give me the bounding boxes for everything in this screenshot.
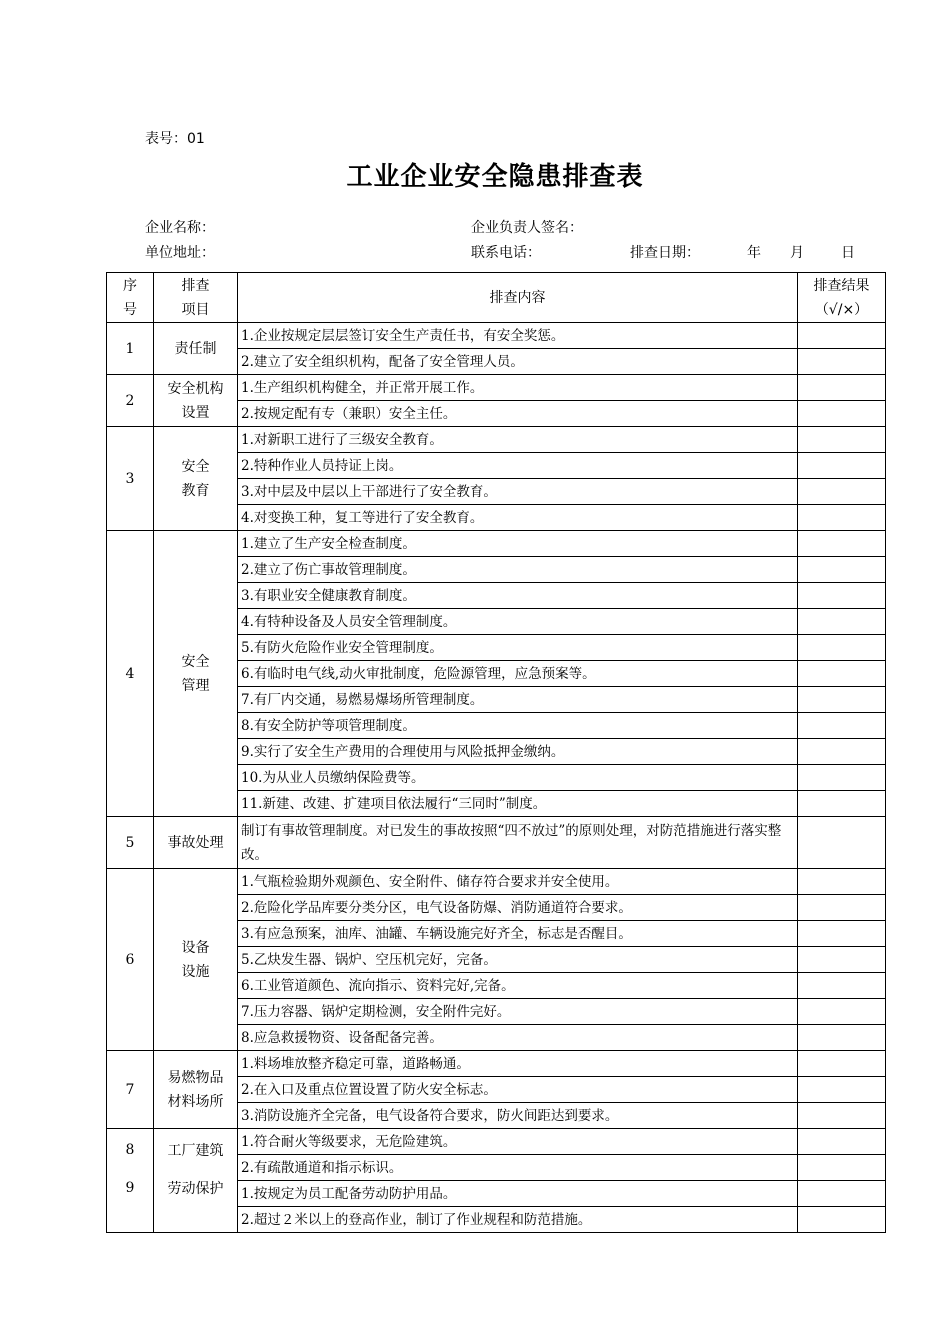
result-cell[interactable] — [798, 427, 886, 453]
responsible-sign-label: 企业负责人签名： — [471, 220, 583, 236]
check-item: 1.对新职工进行了三级安全教育。 — [238, 427, 798, 453]
check-item: 3.对中层及中层以上干部进行了安全教育。 — [238, 479, 798, 505]
category-label: 教育 — [181, 482, 210, 499]
category-label: 设备 — [181, 939, 210, 956]
category-cell — [154, 375, 238, 427]
result-cell[interactable] — [798, 349, 886, 375]
check-item: 7.压力容器、锅炉定期检测，安全附件完好。 — [238, 999, 798, 1025]
result-cell[interactable] — [798, 1181, 886, 1207]
check-item: 3.消防设施齐全完备，电气设备符合要求，防火间距达到要求。 — [238, 1103, 798, 1129]
category-label: 事故处理 — [167, 834, 224, 851]
check-item: 8.有安全防护等项管理制度。 — [238, 713, 798, 739]
check-item: 2.按规定配有专（兼职）安全主任。 — [238, 401, 798, 427]
result-cell[interactable] — [798, 973, 886, 999]
check-item: 1.气瓶检验期外观颜色、安全附件、储存符合要求并安全使用。 — [238, 869, 798, 895]
result-cell[interactable] — [798, 999, 886, 1025]
date-year-label: 年 — [747, 245, 761, 261]
result-cell[interactable] — [798, 635, 886, 661]
category-label: 设施 — [181, 963, 210, 980]
table-row — [107, 1129, 886, 1155]
result-cell[interactable] — [798, 583, 886, 609]
table-row — [107, 531, 886, 557]
check-item: 1.企业按规定层层签订安全生产责任书，有安全奖惩。 — [238, 323, 798, 349]
category-cell — [154, 427, 238, 531]
result-cell[interactable] — [798, 765, 886, 791]
header-no: 序 号 — [107, 273, 154, 323]
category-cell — [154, 869, 238, 1051]
result-cell[interactable] — [798, 557, 886, 583]
result-cell[interactable] — [798, 479, 886, 505]
result-cell[interactable] — [798, 687, 886, 713]
result-cell[interactable] — [798, 661, 886, 687]
result-cell[interactable] — [798, 375, 886, 401]
row-number-cell — [107, 1129, 154, 1233]
result-cell[interactable] — [798, 609, 886, 635]
header-category: 排查 项目 — [154, 273, 238, 323]
category-label: 劳动保护 — [167, 1181, 224, 1197]
check-item: 6.工业管道颜色、流向指示、资料完好,完备。 — [238, 973, 798, 999]
check-item: 2.危险化学品库要分类分区，电气设备防爆、消防通道符合要求。 — [238, 895, 798, 921]
check-item: 3.有职业安全健康教育制度。 — [238, 583, 798, 609]
page-title: 工业企业安全隐患排查表 — [346, 162, 644, 192]
table-row — [107, 323, 886, 349]
row-number-cell: 3 — [107, 427, 154, 531]
result-cell[interactable] — [798, 1025, 886, 1051]
check-date-label: 排查日期： — [630, 245, 700, 261]
check-item: 1.符合耐火等级要求，无危险建筑。 — [238, 1129, 798, 1155]
row-number-cell: 7 — [107, 1051, 154, 1129]
table-row — [107, 1051, 886, 1077]
check-item: 1.料场堆放整齐稳定可靠，道路畅通。 — [238, 1051, 798, 1077]
row-number-cell: 1 — [107, 323, 154, 375]
table-row — [107, 375, 886, 401]
check-item: 3.有应急预案，油库、油罐、车辆设施完好齐全，标志是否醒目。 — [238, 921, 798, 947]
result-cell[interactable] — [798, 1129, 886, 1155]
category-label: 材料场所 — [167, 1093, 224, 1110]
category-label: 责任制 — [174, 340, 217, 357]
check-item: 5.乙炔发生器、锅炉、空压机完好，完备。 — [238, 947, 798, 973]
category-cell — [154, 531, 238, 817]
row-number-cell: 5 — [107, 817, 154, 869]
table-header-row — [107, 273, 886, 323]
check-item: 8.应急救援物资、设备配备完善。 — [238, 1025, 798, 1051]
form-number: 表号：01 — [145, 131, 205, 147]
date-day-label: 日 — [841, 245, 855, 261]
check-item: 4.有特种设备及人员安全管理制度。 — [238, 609, 798, 635]
row-number-cell: 6 — [107, 869, 154, 1051]
result-cell[interactable] — [798, 947, 886, 973]
result-cell[interactable] — [798, 453, 886, 479]
inspection-table — [106, 272, 886, 1233]
check-item: 2.超过２米以上的登高作业，制订了作业规程和防范措施。 — [238, 1207, 798, 1233]
check-item: 制订有事故管理制度。对已发生的事故按照“四不放过”的原则处理，对防范措施进行落实整改。 — [238, 817, 798, 869]
address-label: 单位地址： — [145, 245, 215, 261]
row-number-cell: 4 — [107, 531, 154, 817]
check-item: 9.实行了安全生产费用的合理使用与风险抵押金缴纳。 — [238, 739, 798, 765]
check-item: 11.新建、改建、扩建项目依法履行“三同时”制度。 — [238, 791, 798, 817]
result-cell[interactable] — [798, 531, 886, 557]
header-content: 排查内容 — [238, 273, 798, 323]
result-cell[interactable] — [798, 1077, 886, 1103]
check-item: 2.建立了安全组织机构，配备了安全管理人员。 — [238, 349, 798, 375]
table-row — [107, 869, 886, 895]
date-month-label: 月 — [790, 245, 804, 261]
check-item: 2.在入口及重点位置设置了防火安全标志。 — [238, 1077, 798, 1103]
table-row — [107, 817, 886, 869]
result-cell[interactable] — [798, 869, 886, 895]
company-name-label: 企业名称： — [145, 220, 215, 236]
category-label: 易燃物品 — [167, 1069, 224, 1086]
category-label: 工厂建筑 — [167, 1143, 224, 1159]
category-label: 安全 — [181, 458, 210, 475]
check-item: 5.有防火危险作业安全管理制度。 — [238, 635, 798, 661]
row-number-cell: 2 — [107, 375, 154, 427]
check-item: 1.按规定为员工配备劳动防护用品。 — [238, 1181, 798, 1207]
check-item: 6.有临时电气线,动火审批制度，危险源管理，应急预案等。 — [238, 661, 798, 687]
check-item: 2.特种作业人员持证上岗。 — [238, 453, 798, 479]
result-cell[interactable] — [798, 817, 886, 869]
category-cell — [154, 817, 238, 869]
result-cell[interactable] — [798, 505, 886, 531]
category-label: 安全机构 — [167, 380, 224, 397]
category-cell — [154, 323, 238, 375]
result-cell[interactable] — [798, 713, 886, 739]
category-cell — [154, 1051, 238, 1129]
check-item: 4.对变换工种，复工等进行了安全教育。 — [238, 505, 798, 531]
result-cell[interactable] — [798, 323, 886, 349]
result-cell[interactable] — [798, 1155, 886, 1181]
row-number: 9 — [125, 1180, 135, 1196]
result-cell[interactable] — [798, 739, 886, 765]
check-item: 1.建立了生产安全检查制度。 — [238, 531, 798, 557]
row-number: 8 — [125, 1142, 135, 1158]
table-row — [107, 427, 886, 453]
result-cell[interactable] — [798, 1207, 886, 1233]
result-cell[interactable] — [798, 1103, 886, 1129]
check-item: 7.有厂内交通，易燃易爆场所管理制度。 — [238, 687, 798, 713]
result-cell[interactable] — [798, 895, 886, 921]
check-item: 2.建立了伤亡事故管理制度。 — [238, 557, 798, 583]
category-cell — [154, 1129, 238, 1233]
result-cell[interactable] — [798, 921, 886, 947]
category-label: 设置 — [181, 404, 210, 421]
category-label: 管理 — [181, 677, 210, 694]
check-item: 10.为从业人员缴纳保险费等。 — [238, 765, 798, 791]
header-result: 排查结果 （√/×） — [798, 273, 886, 323]
check-item: 2.有疏散通道和指示标识。 — [238, 1155, 798, 1181]
check-item: 1.生产组织机构健全，并正常开展工作。 — [238, 375, 798, 401]
category-label: 安全 — [181, 653, 210, 670]
phone-label: 联系电话： — [471, 245, 541, 261]
result-cell[interactable] — [798, 791, 886, 817]
result-cell[interactable] — [798, 401, 886, 427]
result-cell[interactable] — [798, 1051, 886, 1077]
